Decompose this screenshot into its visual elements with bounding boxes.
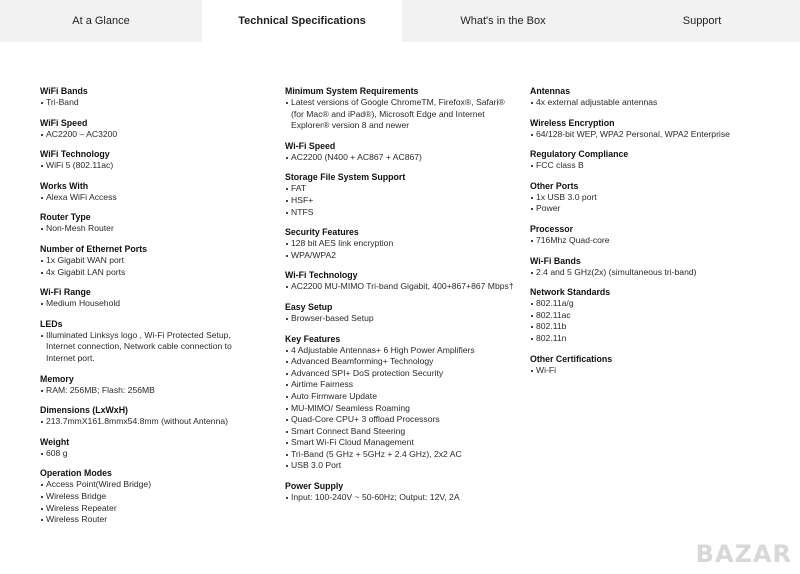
spec-title: Other Ports — [530, 180, 579, 191]
spec-value: Access Point(Wired Bridge) — [40, 479, 262, 491]
spec-value: Smart Connect Band Steering — [285, 426, 515, 438]
spec-title: Wi-Fi Range — [40, 287, 91, 298]
spec-value: 128 bit AES link encryption — [285, 238, 515, 250]
spec-value: AC2200 (N400 + AC867 + AC867) — [285, 152, 515, 164]
spec-group — [40, 181, 262, 204]
spec-title: Memory — [40, 373, 74, 384]
spec-group — [40, 244, 262, 278]
spec-value: AC2200 – AC3200 — [40, 129, 262, 141]
spec-title: WiFi Technology — [40, 149, 110, 160]
spec-group — [530, 354, 790, 377]
spec-group — [530, 256, 790, 279]
spec-group — [40, 86, 262, 109]
spec-title: LEDs — [40, 318, 63, 329]
spec-group — [40, 374, 262, 397]
spec-value: Wireless Repeater — [40, 503, 262, 515]
spec-value: 802.11n — [530, 333, 790, 345]
spec-group — [40, 149, 262, 172]
spec-value: FAT — [285, 183, 515, 195]
spec-title: WiFi Speed — [40, 117, 88, 128]
spec-value: Smart Wi-Fi Cloud Management — [285, 437, 515, 449]
spec-title: Dimensions (LxWxH) — [40, 405, 128, 416]
spec-value: 802.11a/g — [530, 298, 790, 310]
spec-value: Tri-Band — [40, 97, 262, 109]
spec-title: Other Certifications — [530, 353, 613, 364]
spec-value: 716Mhz Quad-core — [530, 235, 790, 247]
spec-value: WPA/WPA2 — [285, 250, 515, 262]
spec-value: Power — [530, 203, 790, 215]
spec-value: Medium Household — [40, 298, 262, 310]
spec-group — [285, 334, 515, 473]
spec-group — [40, 287, 262, 310]
spec-group — [40, 405, 262, 428]
spec-title: Weight — [40, 436, 70, 447]
spec-value: Wireless Router — [40, 514, 262, 526]
spec-value: Alexa WiFi Access — [40, 192, 262, 204]
spec-title: Router Type — [40, 212, 91, 223]
spec-group — [530, 149, 790, 172]
spec-value: Input: 100-240V ~ 50-60Hz; Output: 12V, 2A — [285, 492, 515, 504]
spec-group — [285, 302, 515, 325]
spec-title: Minimum System Requirements — [285, 86, 419, 96]
spec-value: 4x external adjustable antennas — [530, 97, 790, 109]
spec-value: 1x Gigabit WAN port — [40, 255, 262, 267]
spec-title: Regulatory Compliance — [530, 149, 629, 160]
spec-value: Non-Mesh Router — [40, 223, 262, 235]
spec-group — [530, 86, 790, 109]
spec-value: Latest versions of Google ChromeTM, Firefox®, Safari® (for Mac® and iPad®), Microsoft Edge and Internet Explorer® version 8 and newer — [285, 97, 515, 132]
spec-group — [530, 287, 790, 344]
spec-group — [530, 181, 790, 215]
spec-title: Antennas — [530, 86, 571, 96]
spec-column-3 — [530, 86, 790, 385]
spec-value: Illuminated Linksys logo , Wi-Fi Protected Setup, Internet connection, Network cable connection to Internet port. — [40, 330, 262, 365]
spec-value: Browser-based Setup — [285, 313, 515, 325]
spec-value: 4x Gigabit LAN ports — [40, 267, 262, 279]
spec-group — [285, 86, 515, 132]
spec-group — [285, 270, 515, 293]
tab-technical-specifications[interactable]: Technical Specifications — [202, 0, 402, 42]
tab-at-a-glance[interactable]: At a Glance — [72, 15, 130, 27]
spec-title: WiFi Bands — [40, 86, 88, 96]
tab-whats-in-the-box[interactable]: What's in the Box — [460, 15, 546, 27]
spec-value: WiFi 5 (802.11ac) — [40, 160, 262, 172]
spec-group — [285, 227, 515, 261]
spec-group — [285, 172, 515, 218]
spec-value: 1x USB 3.0 port — [530, 192, 790, 204]
spec-group — [40, 437, 262, 460]
spec-value: AC2200 MU-MIMO Tri-band Gigabit, 400+867+867 Mbps† — [285, 281, 515, 293]
spec-group — [40, 468, 262, 525]
spec-title: Processor — [530, 223, 574, 234]
spec-value: Quad-Core CPU+ 3 offload Processors — [285, 414, 515, 426]
spec-value: Auto Firmware Update — [285, 391, 515, 403]
spec-value: RAM: 256MB; Flash: 256MB — [40, 385, 262, 397]
spec-column-2 — [285, 86, 515, 513]
spec-group — [40, 319, 262, 365]
spec-group — [285, 481, 515, 504]
spec-value: 802.11ac — [530, 310, 790, 322]
spec-value: HSF+ — [285, 195, 515, 207]
spec-value: MU-MIMO/ Seamless Roaming — [285, 403, 515, 415]
spec-value: Wi-Fi — [530, 365, 790, 377]
spec-title: Key Features — [285, 333, 341, 344]
spec-title: Wireless Encryption — [530, 117, 615, 128]
spec-title: Network Standards — [530, 287, 611, 298]
spec-value: 64/128-bit WEP, WPA2 Personal, WPA2 Enterprise — [530, 129, 790, 141]
spec-group — [40, 118, 262, 141]
spec-value: USB 3.0 Port — [285, 460, 515, 472]
spec-value: 4 Adjustable Antennas+ 6 High Power Amplifiers — [285, 345, 515, 357]
spec-column-1 — [40, 86, 262, 535]
spec-value: 2.4 and 5 GHz(2x) (simultaneous tri-band) — [530, 267, 790, 279]
spec-value: Tri-Band (5 GHz + 5GHz + 2.4 GHz), 2x2 AC — [285, 449, 515, 461]
spec-value: NTFS — [285, 207, 515, 219]
spec-title: Wi-Fi Bands — [530, 255, 581, 266]
spec-group — [40, 212, 262, 235]
spec-group — [530, 224, 790, 247]
spec-title: Number of Ethernet Ports — [40, 243, 148, 254]
tab-support[interactable]: Support — [682, 15, 722, 27]
spec-value: 213.7mmX161.8mmx54.8mm (without Antenna) — [40, 416, 262, 428]
spec-title: Easy Setup — [285, 301, 333, 312]
spec-value: Advanced SPI+ DoS protection Security — [285, 368, 515, 380]
spec-value: 608 g — [40, 448, 262, 460]
spec-value: Wireless Bridge — [40, 491, 262, 503]
spec-title: Wi-Fi Speed — [285, 140, 336, 151]
spec-title: Storage File System Support — [285, 172, 406, 183]
spec-title: Security Features — [285, 227, 359, 238]
spec-group — [285, 141, 515, 164]
spec-title: Works With — [40, 180, 89, 191]
watermark-logo: BAZAR — [695, 540, 792, 568]
spec-title: Power Supply — [285, 481, 344, 492]
spec-group — [530, 118, 790, 141]
spec-value: Airtime Fairness — [285, 379, 515, 391]
spec-title: Operation Modes — [40, 468, 112, 479]
spec-value: Advanced Beamforming+ Technology — [285, 356, 515, 368]
tab-bar — [0, 0, 800, 42]
spec-title: Wi-Fi Technology — [285, 270, 358, 281]
spec-value: 802.11b — [530, 321, 790, 333]
spec-value: FCC class B — [530, 160, 790, 172]
